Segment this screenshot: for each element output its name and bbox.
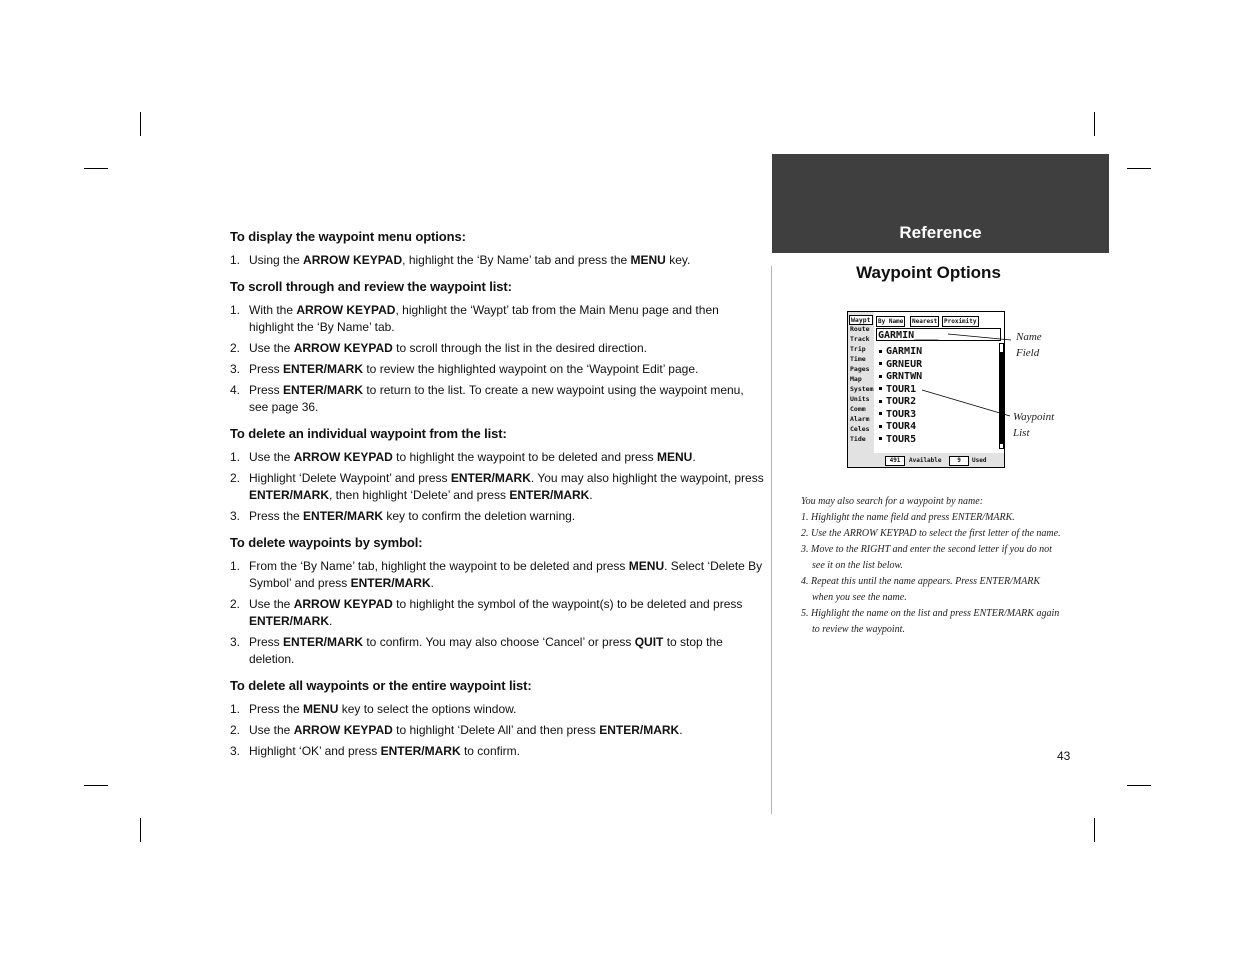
step-item [230, 382, 765, 416]
step-text: Press [249, 362, 284, 376]
step-text: to stop the deletion. [249, 635, 723, 666]
tip-intro: You may also search for a waypoint by name: [801, 496, 984, 507]
crop-mark [84, 785, 108, 786]
step-text: Press the [249, 509, 304, 523]
step-item [230, 361, 765, 378]
step-number: 1. [230, 702, 241, 716]
used-count: 9 [949, 456, 969, 466]
reference-label: Reference [899, 223, 982, 242]
list-item[interactable] [879, 434, 916, 446]
step-text: Use the [249, 450, 294, 464]
sidebar-item-route[interactable]: Route [850, 325, 870, 333]
callout-waypoint-list [1013, 409, 1054, 441]
tip-item: 3. Move to the RIGHT and enter the second letter if you do not see it on the list below. [801, 544, 1052, 571]
step-item [230, 508, 765, 525]
callout-text: Field [1016, 347, 1040, 359]
step-list [230, 449, 765, 525]
crop-mark [1127, 168, 1151, 169]
key-name: ENTER/MARK [249, 488, 329, 502]
step-text: Use the [249, 597, 294, 611]
step-text: . You may also highlight the waypoint, press [530, 471, 764, 485]
available-count: 491 [885, 456, 905, 466]
sidebar-item-time[interactable]: Time [850, 355, 866, 363]
tip-item: 1. Highlight the name field and press ENTER/MARK. [801, 512, 1015, 523]
step-text: key to select the options window. [338, 702, 517, 716]
step-text: . [589, 488, 593, 502]
step-number: 3. [230, 362, 241, 376]
section-heading: To scroll through and review the waypoint list: [230, 279, 512, 294]
key-name: ENTER/MARK [283, 383, 364, 397]
sidebar-item-celes[interactable]: Celes [850, 425, 870, 433]
sidebar-item-map[interactable]: Map [850, 375, 862, 383]
waypoint-name: TOUR1 [886, 383, 917, 395]
list-item[interactable] [879, 346, 922, 358]
scroll-thumb[interactable] [1000, 352, 1003, 444]
list-item[interactable] [879, 371, 922, 383]
section-heading: To display the waypoint menu options: [230, 229, 466, 244]
key-name: MENU [303, 702, 339, 716]
sidebar-item-units[interactable]: Units [850, 395, 870, 403]
reference-header [772, 154, 1109, 253]
callout-text: Waypoint [1013, 411, 1055, 423]
section-heading: To delete an individual waypoint from the list: [230, 426, 507, 441]
list-item[interactable] [879, 409, 916, 421]
tip-item: 4. Repeat this until the name appears. Press ENTER/MARK when you see the name. [801, 576, 1041, 603]
waypoint-name: TOUR2 [886, 396, 917, 407]
step-list [230, 252, 765, 269]
available-label: Available [909, 457, 942, 464]
step-text: From the ‘By Name’ tab, highlight the waypoint to be deleted and press [249, 559, 629, 573]
key-name: ENTER/MARK [350, 576, 431, 590]
crop-mark [1094, 818, 1095, 842]
step-text: . [430, 576, 434, 590]
sidebar-item-alarm[interactable]: Alarm [850, 415, 870, 423]
step-text: to confirm. You may also choose ‘Cancel’ or press [363, 635, 635, 649]
step-text: . [679, 723, 683, 737]
step-item [230, 634, 765, 668]
step-list [230, 701, 765, 760]
list-scrollbar[interactable] [999, 343, 1004, 449]
section-heading: To delete waypoints by symbol: [230, 535, 423, 550]
step-item [230, 722, 765, 739]
step-text: Use the [249, 723, 294, 737]
step-text: . [692, 450, 696, 464]
key-name: ENTER/MARK [450, 471, 531, 485]
step-text: to review the highlighted waypoint on the ‘Waypoint Edit’ page. [363, 362, 699, 376]
key-name: ENTER/MARK [509, 488, 590, 502]
step-text: Press [249, 383, 284, 397]
step-text: to highlight the waypoint to be deleted and press [392, 450, 658, 464]
key-name: MENU [628, 559, 665, 573]
tab-proximity[interactable]: Proximity [944, 318, 977, 325]
step-list [230, 558, 765, 668]
step-text: Using the [249, 253, 304, 267]
key-name: ARROW KEYPAD [303, 253, 403, 267]
waypoint-symbol-icon [879, 425, 882, 428]
step-text: Highlight ‘OK’ and press [249, 744, 381, 758]
waypoint-symbol-icon [879, 350, 882, 353]
step-number: 3. [230, 635, 241, 649]
key-name: ENTER/MARK [283, 635, 364, 649]
step-text: Press [249, 635, 284, 649]
step-number: 1. [230, 559, 241, 573]
step-item [230, 596, 765, 630]
step-number: 2. [230, 471, 241, 485]
step-number: 1. [230, 450, 241, 464]
waypoint-symbol-icon [879, 412, 882, 415]
crop-mark [84, 168, 108, 169]
step-text: to return to the list. To create a new waypoint using the waypoint menu, see page 36. [249, 383, 744, 414]
crop-mark [140, 818, 141, 842]
step-number: 2. [230, 341, 241, 355]
step-text: to confirm. [460, 744, 520, 758]
step-text: Highlight ‘Delete Waypoint’ and press [249, 471, 451, 485]
waypoint-name: TOUR3 [886, 408, 917, 420]
instructions-column [230, 229, 765, 770]
waypoint-name: GARMIN [886, 346, 923, 357]
key-name: MENU [630, 253, 666, 267]
gps-screen [847, 311, 1005, 468]
tip-item: 5. Highlight the name on the list and press ENTER/MARK again to review the waypoint. [801, 608, 1060, 635]
sidebar-item-trip[interactable]: Trip [850, 345, 866, 353]
step-text: to highlight ‘Delete All’ and then press [392, 723, 600, 737]
step-text: . [329, 614, 333, 628]
tab-by-name[interactable]: By Name [878, 318, 904, 325]
step-number: 1. [230, 253, 241, 267]
key-name: ENTER/MARK [599, 723, 680, 737]
crop-mark [1094, 112, 1095, 136]
step-item [230, 449, 765, 466]
sidebar-item-system[interactable]: System [850, 385, 874, 393]
step-text: , then highlight ‘Delete’ and press [329, 488, 510, 502]
waypoint-name: TOUR5 [886, 433, 917, 445]
key-name: ENTER/MARK [303, 509, 384, 523]
waypoint-symbol-icon [879, 400, 882, 403]
step-text: key to confirm the deletion warning. [383, 509, 576, 523]
sidebar-item-comm[interactable]: Comm [850, 405, 866, 413]
sidebar-item-track[interactable]: Track [850, 335, 870, 343]
count-bar [874, 453, 1004, 467]
step-item [230, 340, 765, 357]
list-item[interactable] [879, 396, 916, 408]
step-text: , highlight the ‘By Name’ tab and press the [402, 253, 631, 267]
step-text: . Select ‘Delete By Symbol’ and press [249, 559, 763, 590]
key-name: QUIT [634, 635, 664, 649]
section-heading: To delete all waypoints or the entire waypoint list: [230, 678, 532, 693]
key-name: ARROW KEYPAD [293, 341, 393, 355]
step-text: to scroll through the list in the desired direction. [392, 341, 647, 355]
key-name: ARROW KEYPAD [293, 723, 393, 737]
step-text: With the [249, 303, 297, 317]
step-item [230, 701, 765, 718]
step-text: key. [665, 253, 691, 267]
step-list [230, 302, 765, 416]
name-field[interactable]: GARMIN____ [876, 328, 1001, 341]
step-item [230, 252, 765, 269]
tip-list [801, 510, 1061, 638]
key-name: ARROW KEYPAD [293, 450, 393, 464]
waypoint-symbol-icon [879, 437, 882, 440]
waypoint-name: GRNTWN [886, 371, 923, 382]
step-number: 3. [230, 744, 241, 758]
step-number: 3. [230, 509, 241, 523]
key-name: ARROW KEYPAD [293, 597, 393, 611]
waypoint-list[interactable] [876, 343, 994, 450]
search-tip [801, 494, 1061, 638]
waypoint-symbol-icon [879, 375, 882, 378]
sidebar-item-tide[interactable]: Tide [850, 435, 866, 443]
crop-mark [140, 112, 141, 136]
waypoint-name: TOUR4 [886, 421, 917, 432]
step-text: Press the [249, 702, 304, 716]
step-text: Use the [249, 341, 294, 355]
key-name: ENTER/MARK [249, 614, 329, 628]
step-number: 2. [230, 723, 241, 737]
used-label: Used [972, 457, 987, 464]
key-name: MENU [657, 450, 693, 464]
tip-item: 2. Use the ARROW KEYPAD to select the first letter of the name. [801, 528, 1061, 539]
crop-mark [1127, 785, 1151, 786]
callout-name-field [1016, 329, 1042, 361]
list-item[interactable] [879, 421, 916, 433]
callout-text: Name [1016, 331, 1042, 343]
list-item[interactable] [879, 384, 916, 396]
section-title: Waypoint Options [856, 263, 1001, 282]
page-number: 43 [1057, 749, 1071, 763]
tab-nearest[interactable]: Nearest [912, 318, 938, 325]
callout-text: List [1013, 427, 1030, 439]
waypoint-name: GRNEUR [886, 358, 923, 370]
step-number: 2. [230, 597, 241, 611]
step-number: 1. [230, 303, 241, 317]
step-text: , highlight the ‘Waypt’ tab from the Main Menu page and then highlight the ‘By Name’ tab. [249, 303, 719, 334]
sidebar-item-pages[interactable]: Pages [850, 365, 870, 373]
step-item [230, 743, 765, 760]
step-number: 4. [230, 383, 241, 397]
step-item [230, 302, 765, 336]
side-tab-bar [848, 312, 874, 467]
column-divider [771, 266, 772, 814]
step-item [230, 470, 765, 504]
waypoint-symbol-icon [879, 362, 882, 365]
sidebar-item-waypt[interactable]: Waypt [851, 316, 871, 324]
step-text: to highlight the symbol of the waypoint(s) to be deleted and press [392, 597, 743, 611]
waypoint-symbol-icon [879, 387, 882, 390]
key-name: ARROW KEYPAD [296, 303, 396, 317]
key-name: ENTER/MARK [283, 362, 364, 376]
step-item [230, 558, 765, 592]
key-name: ENTER/MARK [380, 744, 461, 758]
list-item[interactable] [879, 359, 922, 371]
